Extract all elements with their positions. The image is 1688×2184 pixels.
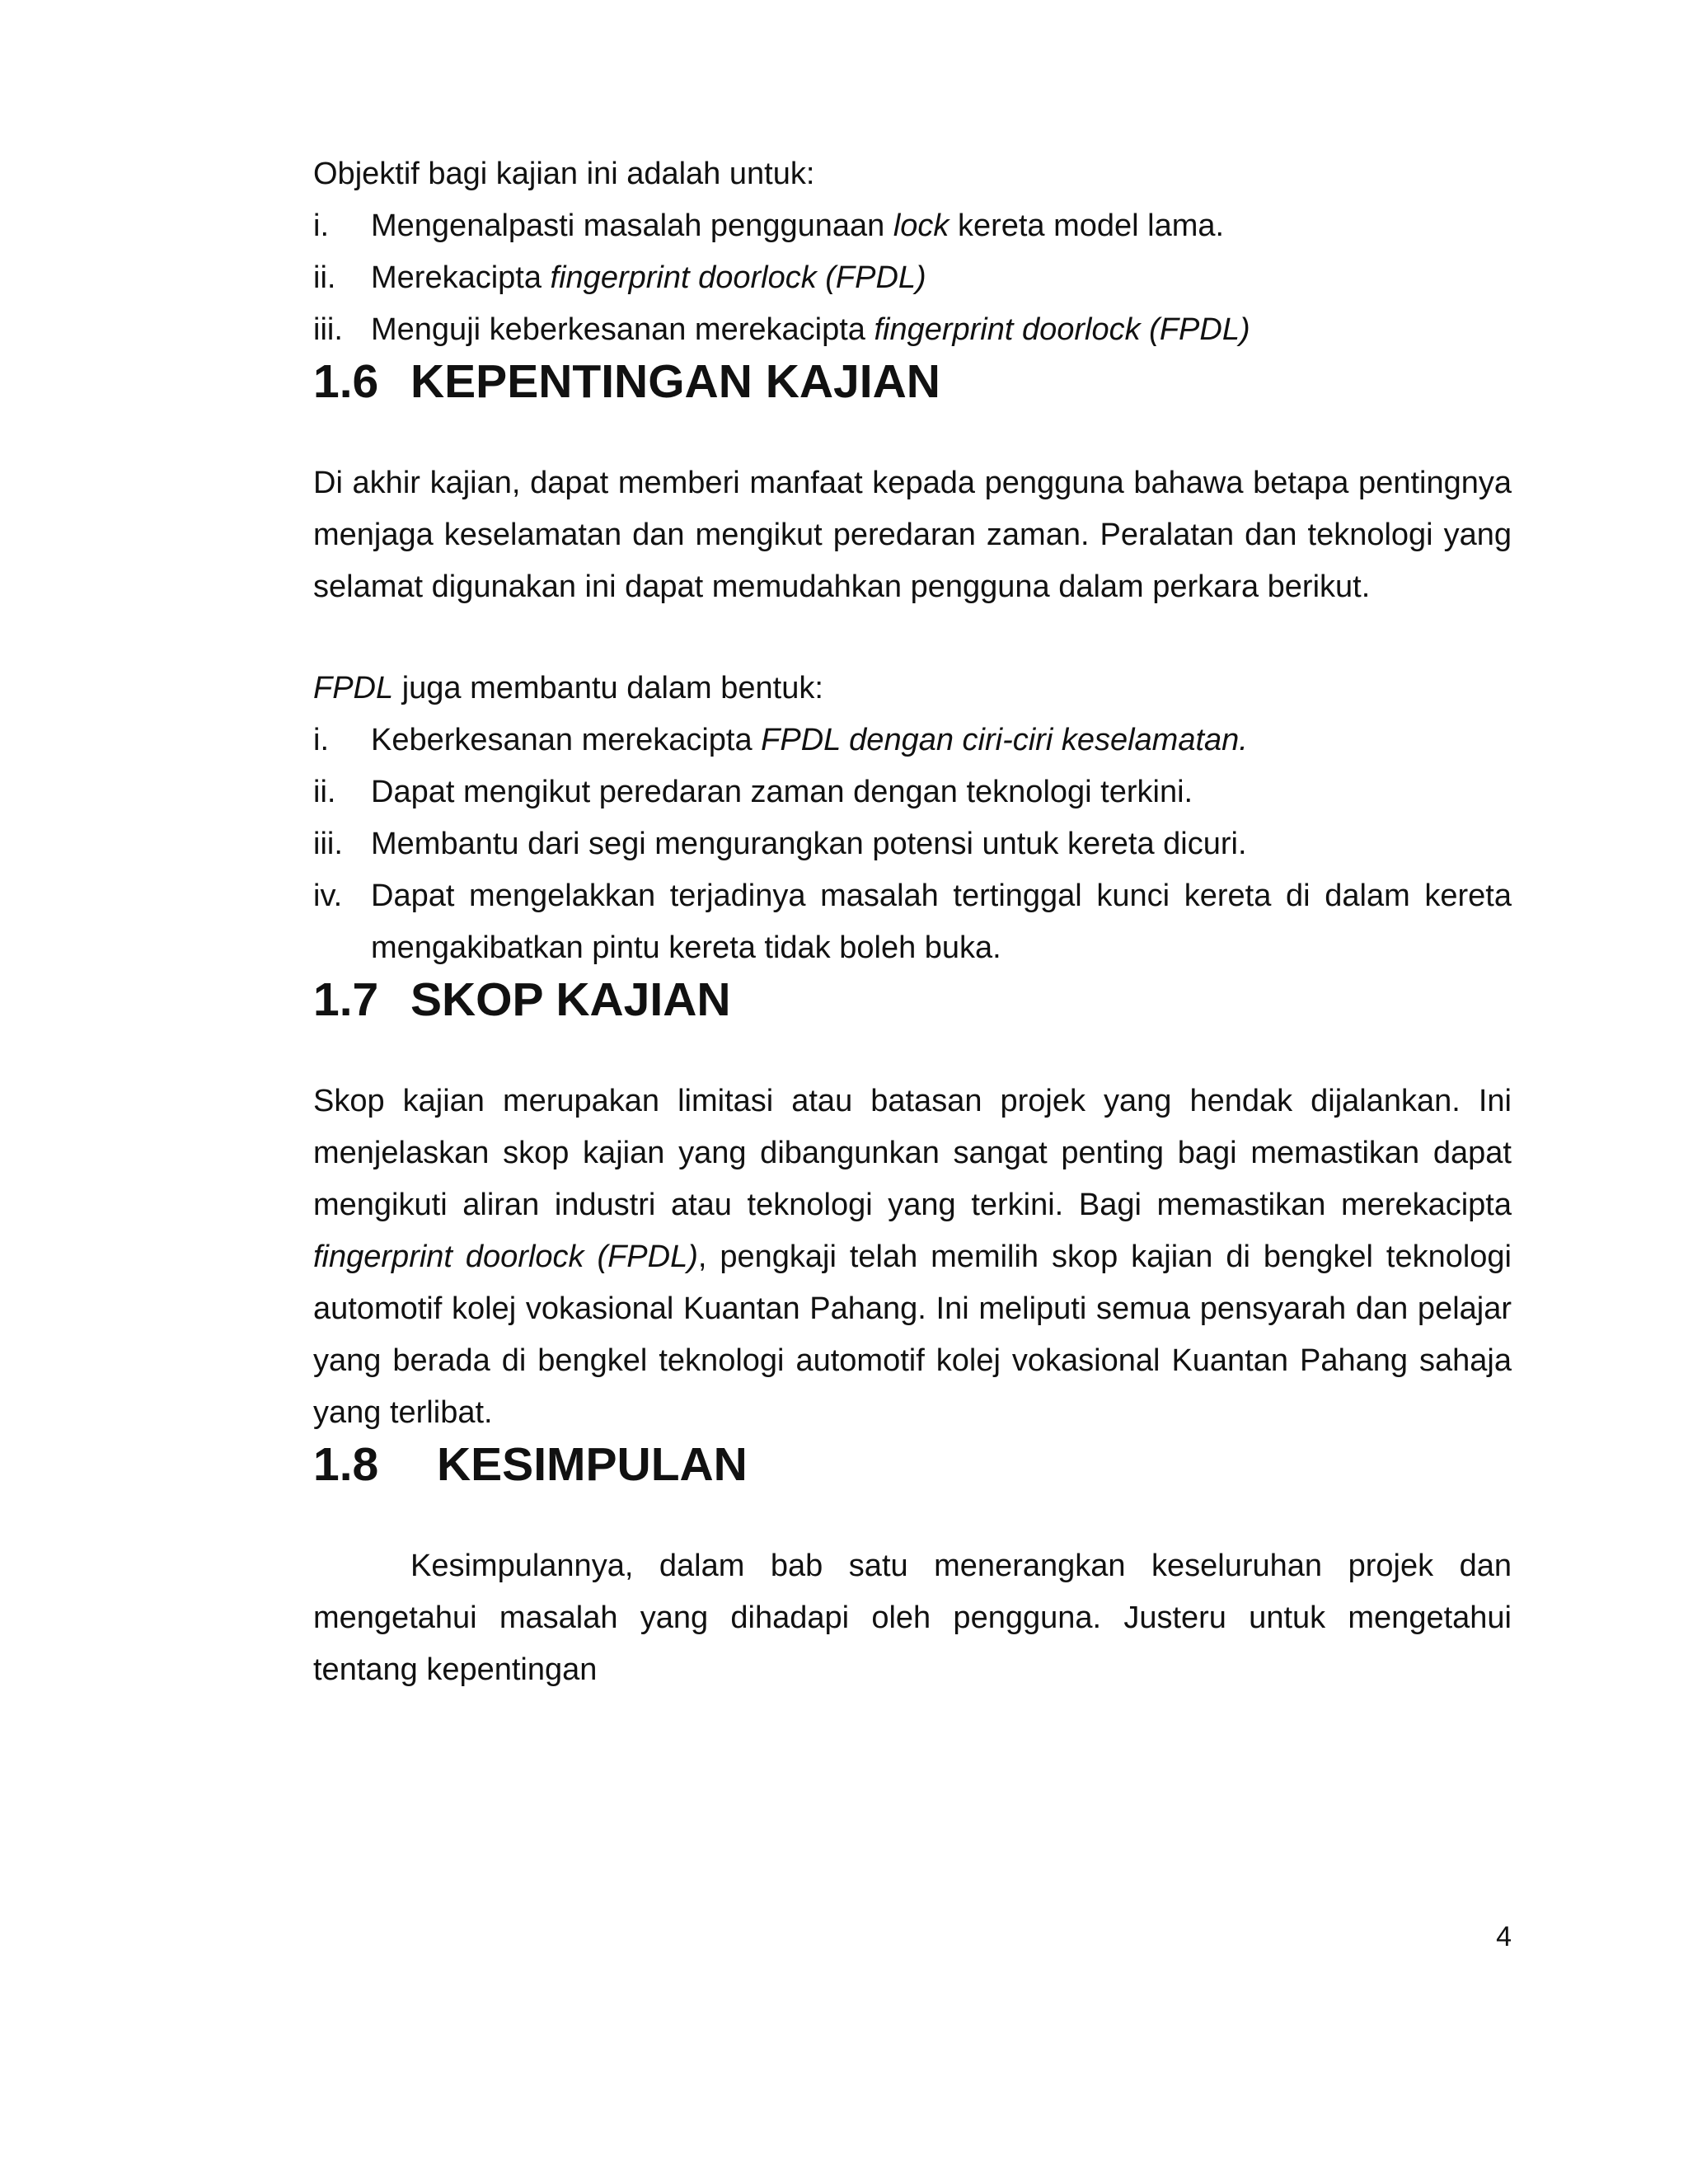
list-number: ii.: [313, 775, 336, 809]
paragraph-skop: Skop kajian merupakan limitasi atau batasan projek yang hendak dijalankan. Ini menjelaskan skop kajian yang dibangunkan sangat penting bagi memastikan dapat mengikuti aliran industri atau teknologi yang terkini. Bagi memastikan merekacipta fingerprint doorlock (FPDL), pengkaji telah memilih skop kajian di bengkel teknologi automotif kolej vokasional Kuantan Pahang. Ini meliputi semua pensyarah dan pelajar yang berada di bengkel teknologi automotif kolej vokasional Kuantan Pahang sahaja yang terlibat.: [313, 1084, 1512, 1430]
section-title: KESIMPULAN: [437, 1438, 748, 1491]
list-number: ii.: [313, 260, 336, 295]
benefit-item: [313, 766, 1512, 818]
section-number: 1.7: [313, 973, 379, 1026]
objective-item: [313, 252, 1512, 304]
page-number: 4: [1496, 1921, 1512, 1952]
list-text: Mengenalpasti masalah penggunaan lock kereta model lama.: [371, 209, 1225, 243]
objective-item: [313, 200, 1512, 252]
paragraph-kesimpulan: Kesimpulannya, dalam bab satu menerangkan keseluruhan projek dan mengetahui masalah yang dihadapi oleh pengguna. Justeru untuk mengetahui tentang kepentingan: [313, 1549, 1512, 1687]
list-text: Merekacipta fingerprint doorlock (FPDL): [371, 260, 926, 295]
section-number: 1.8: [313, 1438, 379, 1491]
list-number: iii.: [313, 312, 343, 347]
list-text: Keberkesanan merekacipta FPDL dengan ciri-ciri keselamatan.: [371, 723, 1248, 757]
paragraph-fpdl-intro: FPDL juga membantu dalam bentuk:: [313, 671, 823, 705]
list-text: Menguji keberkesanan merekacipta fingerprint doorlock (FPDL): [371, 312, 1250, 347]
benefit-item: [313, 715, 1512, 766]
list-text: Dapat mengelakkan terjadinya masalah tertinggal kunci kereta di dalam kereta mengakibatkan pintu kereta tidak boleh buka.: [371, 879, 1512, 965]
benefit-item: [313, 818, 1512, 870]
document-page: [313, 148, 1512, 1696]
list-text: Dapat mengikut peredaran zaman dengan teknologi terkini.: [371, 775, 1193, 809]
section-title: SKOP KAJIAN: [410, 973, 731, 1026]
list-number: iv.: [313, 879, 343, 913]
list-number: i.: [313, 209, 329, 243]
objectives-list: [313, 200, 1512, 356]
paragraph-kepentingan: Di akhir kajian, dapat memberi manfaat kepada pengguna bahawa betapa pentingnya menjaga keselamatan dan mengikut peredaran zaman. Peralatan dan teknologi yang selamat digunakan ini dapat memudahkan pengguna dalam perkara berikut.: [313, 466, 1512, 604]
benefits-list: [313, 715, 1512, 974]
benefit-item: [313, 870, 1512, 974]
list-number: iii.: [313, 827, 343, 861]
section-heading-1-6: [313, 356, 1512, 408]
section-heading-1-8: [313, 1439, 1512, 1491]
section-number: 1.6: [313, 355, 379, 408]
objective-item: [313, 304, 1512, 356]
list-number: i.: [313, 723, 329, 757]
objective-intro: Objektif bagi kajian ini adalah untuk:: [313, 157, 815, 191]
list-text: Membantu dari segi mengurangkan potensi untuk kereta dicuri.: [371, 827, 1247, 861]
section-heading-1-7: [313, 974, 1512, 1026]
section-title: KEPENTINGAN KAJIAN: [410, 355, 940, 408]
